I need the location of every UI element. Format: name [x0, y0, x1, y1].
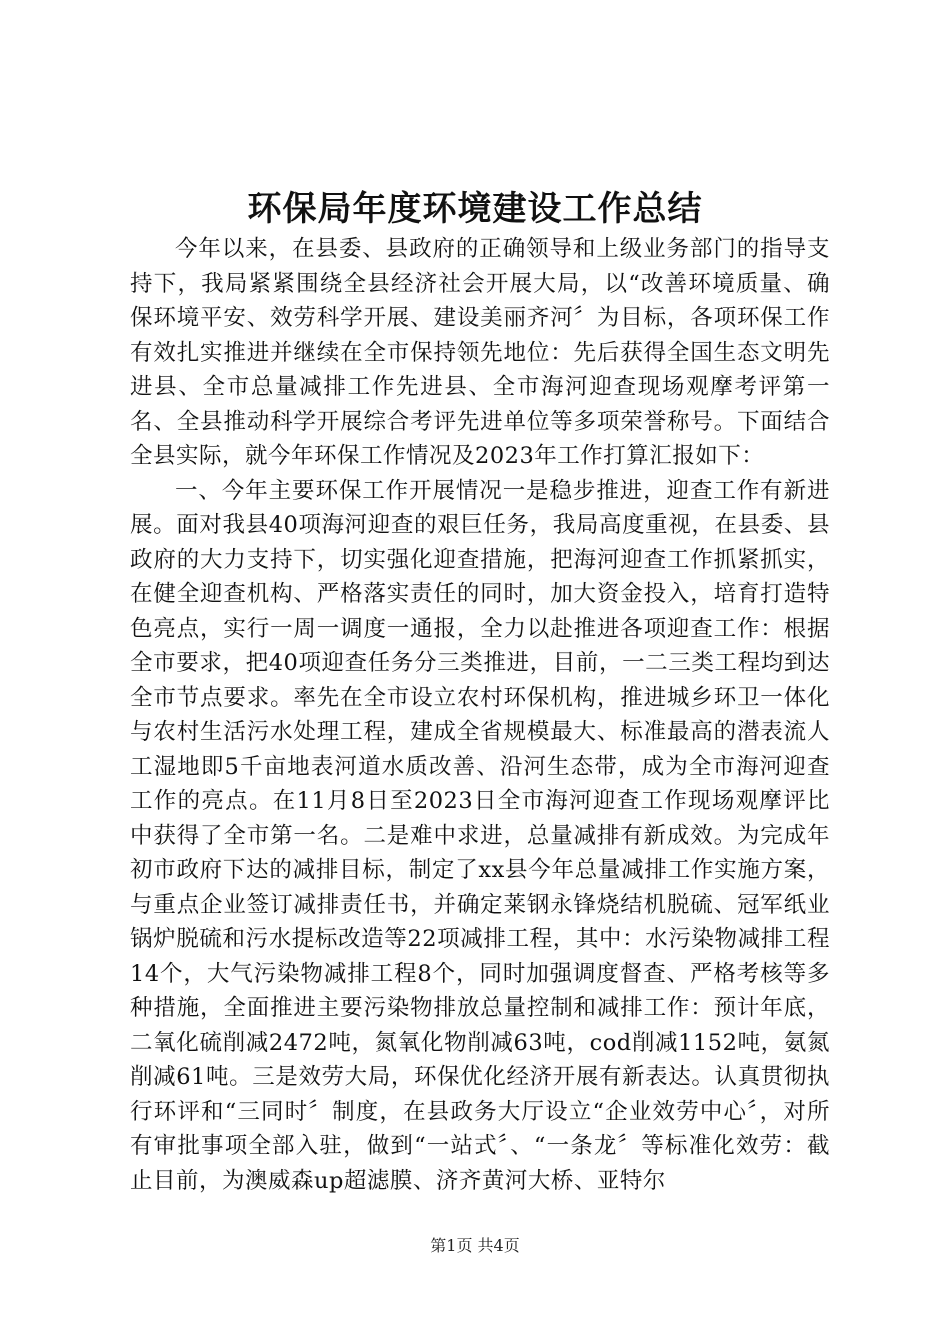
- paragraph-section-one: 一、今年主要环保工作开展情况一是稳步推进，迎查工作有新进展。面对我县40项海河迎查的艰巨任务，我局高度重视，在县委、县政府的大力支持下，切实强化迎查措施，把海河迎查工作抓紧抓实，在健全迎查机构、严格落实责任的同时，加大资金投入，培育打造特色亮点，实行一周一调度一通报，全力以赴推进各项迎查工作：根据全市要求，把40项迎查任务分三类推进，目前，一二三类工程均到达全市节点要求。率先在全市设立农村环保机构，推进城乡环卫一体化与农村生活污水处理工程，建成全省规模最大、标准最高的潜表流人工湿地即5千亩地表河道水质改善、沿河生态带，成为全市海河迎查工作的亮点。在11月8日至2023日全市海河迎查工作现场观摩评比中获得了全市第一名。二是难中求进，总量减排有新成效。为完成年初市政府下达的减排目标，制定了xx县今年总量减排工作实施方案，与重点企业签订减排责任书，并确定莱钢永锋烧结机脱硫、冠军纸业锅炉脱硫和污水提标改造等22项减排工程，其中：水污染物减排工程14个，大气污染物减排工程8个，同时加强调度督查、严格考核等多种措施，全面推进主要污染物排放总量控制和减排工作：预计年底，二氧化硫削减2472吨，氮氧化物削减63吨，cod削减1152吨，氨氮削减61吨。三是效劳大局，环保优化经济开展有新表达。认真贯彻执行环评和“三同时〞制度，在县政务大厅设立“企业效劳中心〞，对所有审批事项全部入驻，做到“一站式〞、“一条龙〞等标准化效劳：截止目前，为澳威森up超滤膜、济齐黄河大桥、亚特尔: [130, 477, 830, 1194]
- document-body: [130, 232, 830, 1198]
- document-title: 环保局年度环境建设工作总结: [247, 189, 703, 229]
- paragraph-intro: 今年以来，在县委、县政府的正确领导和上级业务部门的指导支持下，我局紧紧围绕全县经济社会开展大局，以“改善环境质量、确保环境平安、效劳科学开展、建设美丽齐河〞为目标，各项环保工作有效扎实推进并继续在全市保持领先地位：先后获得全国生态文明先进县、全市总量减排工作先进县、全市海河迎查现场观摩考评第一名、全县推动科学开展综合考评先进单位等多项荣誉称号。下面结合全县实际，就今年环保工作情况及2023年工作打算汇报如下：: [130, 236, 830, 469]
- page-number-footer: 第1页 共4页: [430, 1236, 520, 1255]
